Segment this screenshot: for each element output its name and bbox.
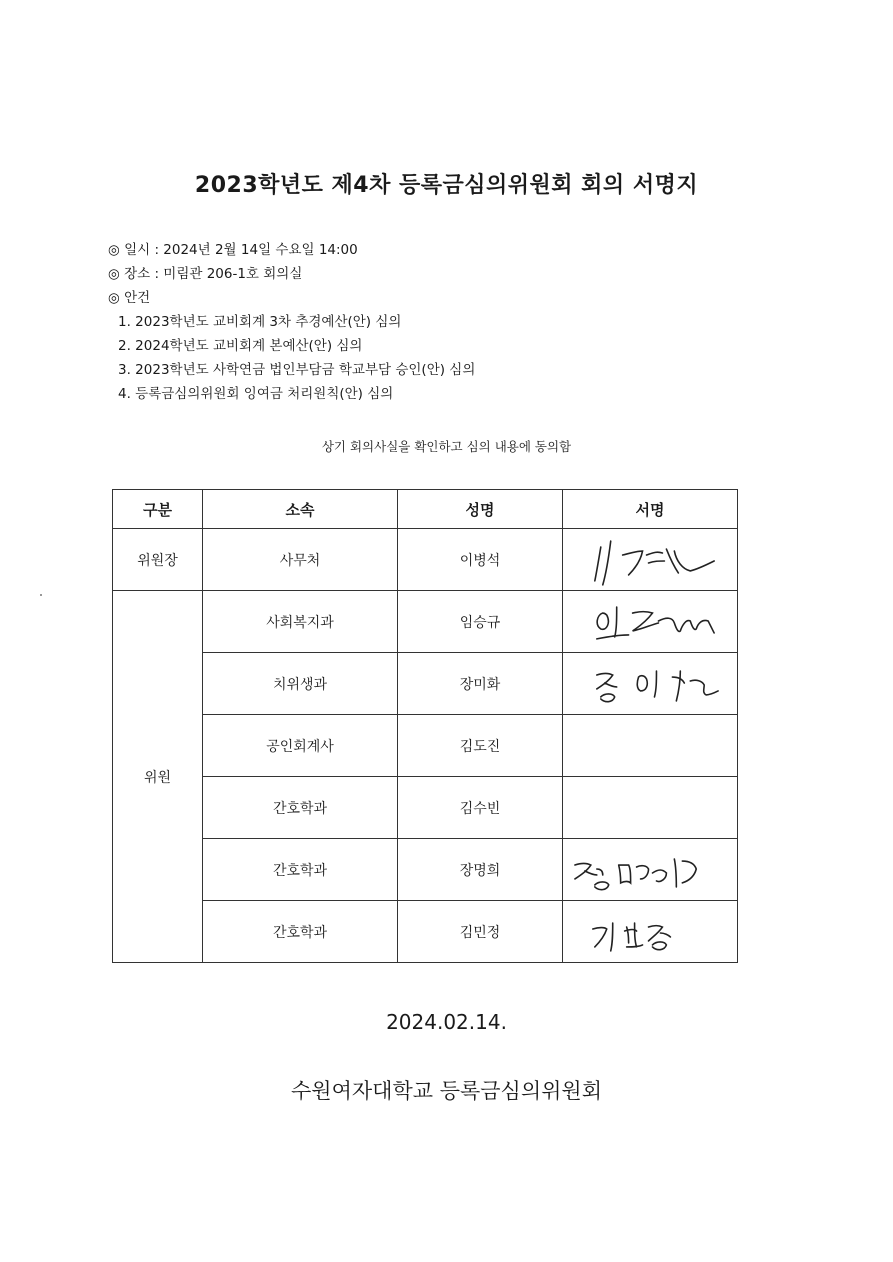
signature-cell — [563, 839, 738, 901]
header-category: 구분 — [113, 490, 203, 529]
table-row — [113, 715, 738, 777]
handwritten-signature — [563, 901, 737, 962]
name-cell: 임승규 — [398, 591, 563, 653]
signature-cell — [563, 529, 738, 591]
handwritten-signature — [563, 653, 737, 714]
table-header-row — [113, 490, 738, 529]
role-cell: 위원 — [113, 591, 203, 963]
handwritten-signature — [563, 591, 737, 652]
agenda-item: 1. 2023학년도 교비회계 3차 추경예산(안) 심의 — [118, 314, 402, 330]
signature-cell — [563, 653, 738, 715]
agenda-label: ◎ 안건 — [108, 290, 151, 306]
table-row — [113, 529, 738, 591]
department-cell: 간호학과 — [203, 777, 398, 839]
name-cell: 김수빈 — [398, 777, 563, 839]
signature-cell — [563, 715, 738, 777]
name-cell: 김도진 — [398, 715, 563, 777]
signature-cell — [563, 777, 738, 839]
name-cell: 이병석 — [398, 529, 563, 591]
meeting-location: ◎ 장소 : 미림관 206-1호 회의실 — [108, 266, 303, 282]
table-row — [113, 839, 738, 901]
handwritten-signature — [563, 839, 737, 900]
department-cell: 간호학과 — [203, 901, 398, 963]
header-name: 성명 — [398, 490, 563, 529]
table-row — [113, 777, 738, 839]
meeting-info — [108, 238, 475, 406]
handwritten-signature — [563, 529, 737, 590]
department-cell: 사회복지과 — [203, 591, 398, 653]
name-cell: 김민정 — [398, 901, 563, 963]
scan-speck — [40, 594, 42, 596]
role-cell: 위원장 — [113, 529, 203, 591]
table-row — [113, 653, 738, 715]
organization-name: 수원여자대학교 등록금심의위원회 — [291, 1079, 602, 1103]
table-row — [113, 591, 738, 653]
department-cell: 공인회계사 — [203, 715, 398, 777]
agenda-item: 4. 등록금심의위원회 잉여금 처리원칙(안) 심의 — [118, 386, 394, 402]
meeting-datetime: ◎ 일시 : 2024년 2월 14일 수요일 14:00 — [108, 242, 358, 258]
document-title: 2023학년도 제4차 등록금심의위원회 회의 서명지 — [194, 173, 699, 198]
signature-table — [112, 489, 738, 963]
department-cell: 치위생과 — [203, 653, 398, 715]
signature-cell — [563, 591, 738, 653]
name-cell: 장미화 — [398, 653, 563, 715]
agenda-item: 2. 2024학년도 교비회계 본예산(안) 심의 — [118, 338, 363, 354]
document-date: 2024.02.14. — [386, 1010, 507, 1034]
department-cell: 간호학과 — [203, 839, 398, 901]
agenda-item: 3. 2023학년도 사학연금 법인부담금 학교부담 승인(안) 심의 — [118, 362, 476, 378]
name-cell: 장명희 — [398, 839, 563, 901]
header-signature: 서명 — [563, 490, 738, 529]
signature-cell — [563, 901, 738, 963]
consent-notice: 상기 회의사실을 확인하고 심의 내용에 동의함 — [321, 439, 572, 454]
department-cell: 사무처 — [203, 529, 398, 591]
table-row — [113, 901, 738, 963]
header-department: 소속 — [203, 490, 398, 529]
